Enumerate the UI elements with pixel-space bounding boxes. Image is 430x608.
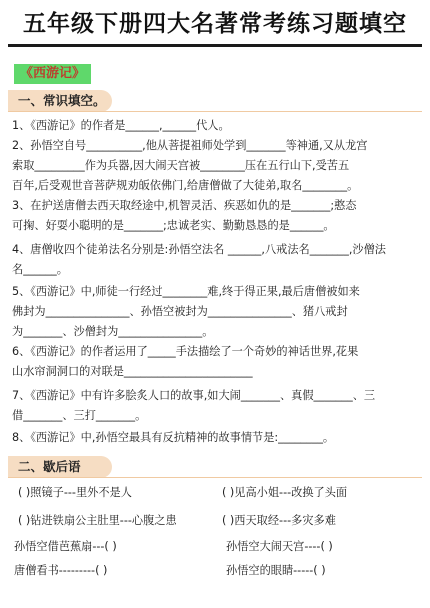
question-line: 佛封为_______________、孙悟空被封为_______________、猪八戒封 (12, 305, 348, 318)
question-line: 可掬、好耍小聪明的是_______;忠诚老实、勤勤恳恳的是______。 (12, 219, 335, 232)
xiehouyu-item: ( )照镜子---里外不是人 (18, 486, 132, 499)
xiehouyu-item: ( )钻进铁扇公主肚里---心腹之患 (18, 514, 177, 527)
question-3 (12, 196, 422, 236)
question-4 (12, 240, 422, 280)
question-line: 借_______、三打_______。 (12, 409, 147, 422)
question-7 (12, 386, 422, 426)
section-heading-common-knowledge: 一、常识填空。 (8, 90, 112, 112)
question-line: 6、《西游记》的作者运用了_____手法描绘了一个奇妙的神话世界,花果 (12, 345, 359, 358)
question-8 (12, 428, 422, 448)
xiehouyu-item: ( )西天取经---多灾多难 (222, 514, 336, 527)
page-title: 五年级下册四大名著常考练习题填空 (23, 10, 407, 37)
book-tag: 《西游记》 (14, 64, 91, 84)
question-line: 5、《西游记》中,师徒一行经过________难,终于得正果,最后唐僧被如来 (12, 285, 360, 298)
question-line: 2、孙悟空自号__________,他从菩提祖师处学到_______等神通,又从龙宫 (12, 139, 368, 152)
question-line: 名______。 (12, 263, 68, 276)
xiehouyu-item: 孙悟空的眼睛-----( ) (226, 564, 326, 577)
question-line: 1、《西游记》的作者是______,______代人。 (12, 119, 230, 132)
question-5 (12, 282, 422, 342)
section-divider (8, 111, 422, 112)
section-heading-xiehouyu: 二、歇后语 (8, 456, 112, 478)
xiehouyu-item: 孙悟空大闹天宫----( ) (226, 540, 333, 553)
question-line: 4、唐僧收四个徒弟法名分别是:孙悟空法名 ______,八戒法名_______,沙僧法 (12, 243, 386, 256)
question-line: 山水帘洞洞口的对联是_______________________ (12, 365, 253, 378)
question-line: 索取_________作为兵器,因大闹天宫被________压在五行山下,受苦五 (12, 159, 350, 172)
question-line: 为_______、沙僧封为_______________。 (12, 325, 214, 338)
section-divider (8, 477, 422, 478)
question-2 (12, 136, 422, 196)
question-line: 百年,后受观世音菩萨规劝皈依佛门,给唐僧做了大徒弟,取名________。 (12, 179, 359, 192)
xiehouyu-item: ( )见高小姐---改换了头面 (222, 486, 348, 499)
question-6 (12, 342, 422, 382)
title-divider (8, 44, 422, 47)
xiehouyu-item: 唐僧看书---------( ) (14, 564, 108, 577)
question-1 (12, 116, 422, 136)
question-line: 3、在护送唐僧去西天取经途中,机智灵活、疾恶如仇的是_______;憨态 (12, 199, 357, 212)
question-line: 7、《西游记》中有许多脍炙人口的故事,如大闹_______、真假_______、三 (12, 389, 376, 402)
question-line: 8、《西游记》中,孙悟空最具有反抗精神的故事情节是:________。 (12, 431, 335, 444)
xiehouyu-item: 孙悟空借芭蕉扇---( ) (14, 540, 117, 553)
